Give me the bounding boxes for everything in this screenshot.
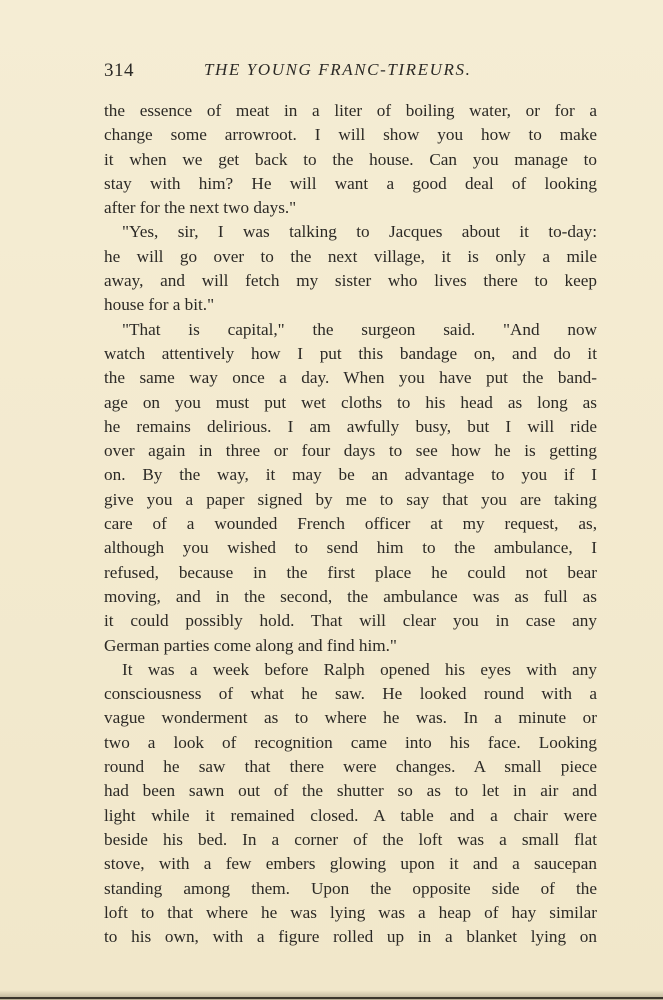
text-line: to his own, with a figure rolled up in a blanket lying on bbox=[104, 927, 597, 947]
text-line: two a look of recognition came into his face. Looking bbox=[104, 732, 597, 752]
text-line: stay with him? He will want a good deal of looking bbox=[104, 173, 597, 193]
body-text bbox=[104, 99, 597, 949]
text-line: had been sawn out of the shutter so as to let in air and bbox=[104, 781, 597, 801]
text-line: light while it remained closed. A table and a chair were bbox=[104, 805, 597, 825]
text-line: beside his bed. In a corner of the loft was a small flat bbox=[104, 829, 597, 849]
text-line: round he saw that there were changes. A small piece bbox=[104, 757, 597, 777]
text-line: away, and will fetch my sister who lives there to keep bbox=[104, 271, 597, 291]
text-line: German parties come along and find him." bbox=[104, 635, 397, 655]
text-line: it when we get back to the house. Can you manage to bbox=[104, 149, 597, 169]
text-line: consciousness of what he saw. He looked round with a bbox=[104, 684, 597, 704]
text-line: loft to that where he was lying was a heap of hay similar bbox=[104, 902, 597, 922]
page-number: 314 bbox=[104, 60, 134, 81]
text-line: it could possibly hold. That will clear you in case any bbox=[104, 611, 597, 631]
text-line: "Yes, sir, I was talking to Jacques about it to-day: bbox=[122, 222, 597, 242]
text-line: over again in three or four days to see how he is getting bbox=[104, 441, 597, 461]
text-line: although you wished to send him to the ambulance, I bbox=[104, 538, 597, 558]
text-line: he will go over to the next village, it is only a mile bbox=[104, 246, 597, 266]
running-title: THE YOUNG FRANC-TIREURS. bbox=[204, 60, 472, 79]
page-header bbox=[104, 60, 597, 86]
text-line: age on you must put wet cloths to his head as long as bbox=[104, 392, 597, 412]
text-line: give you a paper signed by me to say that you are taking bbox=[104, 489, 597, 509]
text-line: "That is capital," the surgeon said. "And now bbox=[122, 319, 597, 339]
text-line: after for the next two days." bbox=[104, 198, 297, 218]
text-line: standing among them. Upon the opposite side of the bbox=[104, 878, 597, 898]
text-line: stove, with a few embers glowing upon it and a saucepan bbox=[104, 854, 597, 874]
text-line: moving, and in the second, the ambulance was as full as bbox=[104, 586, 597, 606]
text-line: on. By the way, it may be an advantage to you if I bbox=[104, 465, 597, 485]
text-line: care of a wounded French officer at my request, as, bbox=[104, 514, 597, 534]
text-line: the essence of meat in a liter of boiling water, or for a bbox=[104, 101, 597, 120]
text-line: the same way once a day. When you have put the band- bbox=[104, 368, 597, 388]
page-bottom-edge bbox=[0, 997, 663, 999]
text-line: vague wonderment as to where he was. In a minute or bbox=[104, 708, 597, 728]
text-line: change some arrowroot. I will show you how to make bbox=[104, 125, 597, 145]
text-line: he remains delirious. I am awfully busy, but I will ride bbox=[104, 416, 597, 436]
text-line: It was a week before Ralph opened his eyes with any bbox=[122, 659, 597, 679]
text-line: refused, because in the first place he could not bear bbox=[104, 562, 597, 582]
text-line: watch attentively how I put this bandage on, and do it bbox=[104, 343, 597, 363]
text-line: house for a bit." bbox=[104, 295, 215, 315]
